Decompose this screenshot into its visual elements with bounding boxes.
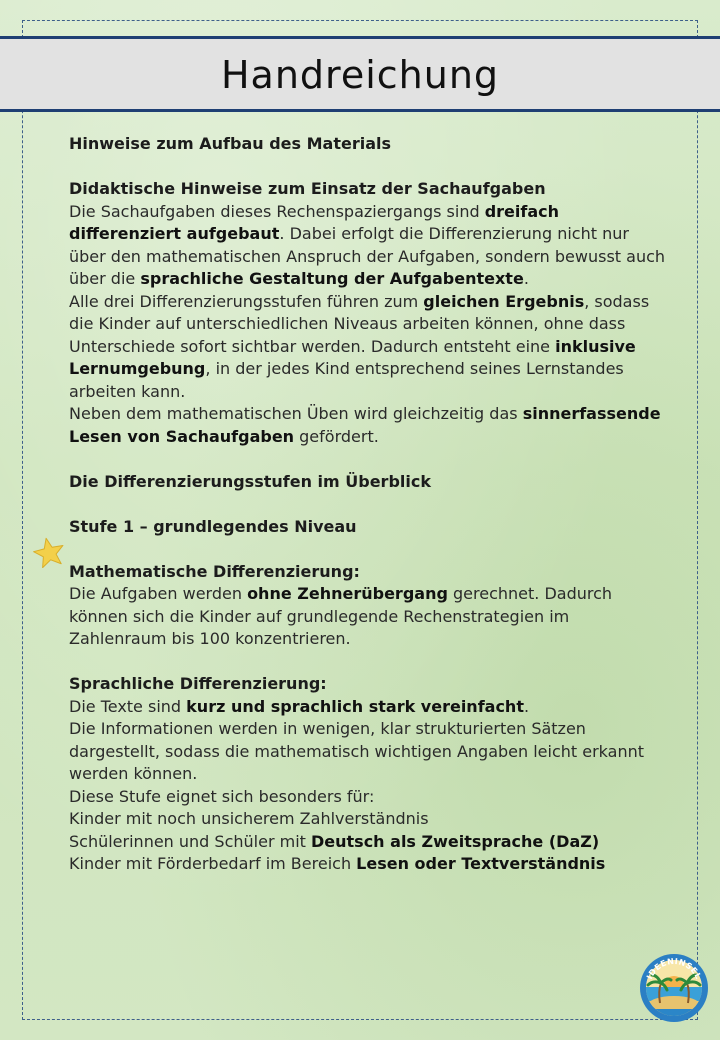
paragraph-zehneruebergang: Die Aufgaben werden ohne Zehnerübergang gerechnet. Dadurch können sich die Kinder auf grundlegende Rechenstrategien im Zahlenraum bis 100 konzentrieren. [69, 584, 613, 648]
list-item: Kinder mit noch unsicherem Zahlverständnis [69, 809, 429, 828]
paragraph-ergebnis: Alle drei Differenzierungsstufen führen zum gleichen Ergebnis, sodass die Kinder auf unterschiedlichen Niveaus arbeiten können, ohne dass Unterschiede sofort sichtbar werden. Dadurch entsteht eine inklusive Lernumgebung, in der jedes Kind entsprechend seines Lernstandes arbeiten kann. [69, 291, 650, 401]
list-item: Kinder mit Förderbedarf im Bereich Lesen oder Textverständnis [69, 854, 606, 873]
paragraph-differenzierung: Die Sachaufgaben dieses Rechenspaziergangs sind dreifach differenziert aufgebaut. Dabei erfolgt die Differenzierung nicht nur über den mathematischen Anspruch der Aufgaben, sondern bewusst auch über die sprachliche Gestaltung der Aufgabentexte. [69, 201, 666, 288]
math-differenzierung-heading: Mathematische Differenzierung: [69, 561, 360, 581]
stufe1-heading: Stufe 1 – grundlegendes Niveau [69, 516, 357, 536]
didaktik-heading: Didaktische Hinweise zum Einsatz der Sachaufgaben [69, 179, 546, 198]
star-icon [33, 536, 65, 568]
paragraph-eignung: Diese Stufe eignet sich besonders für: [69, 786, 375, 806]
overview-heading: Die Differenzierungsstufen im Überblick [69, 471, 431, 491]
ideeninsel-logo [639, 953, 709, 1023]
aufbau-heading: Hinweise zum Aufbau des Materials [69, 134, 392, 153]
title-band [0, 36, 720, 112]
document-body [69, 133, 669, 876]
sprach-differenzierung-heading: Sprachliche Differenzierung: [69, 674, 327, 693]
page-title: Handreichung [220, 53, 500, 97]
paragraph-informationen: Die Informationen werden in wenigen, klar strukturierten Sätzen dargestellt, sodass die mathematisch wichtigen Angaben leicht erkannt werden können. [69, 719, 645, 783]
list-item: Schülerinnen und Schüler mit Deutsch als Zweitsprache (DaZ) [69, 831, 600, 851]
svg-text:IDEENINSEL: IDEENINSEL [644, 956, 703, 981]
paragraph-lesen: Neben dem mathematischen Üben wird gleichzeitig das sinnerfassende Lesen von Sachaufgaben gefördert. [69, 404, 661, 446]
paragraph-texte: Die Texte sind kurz und sprachlich stark vereinfacht. [69, 696, 530, 716]
